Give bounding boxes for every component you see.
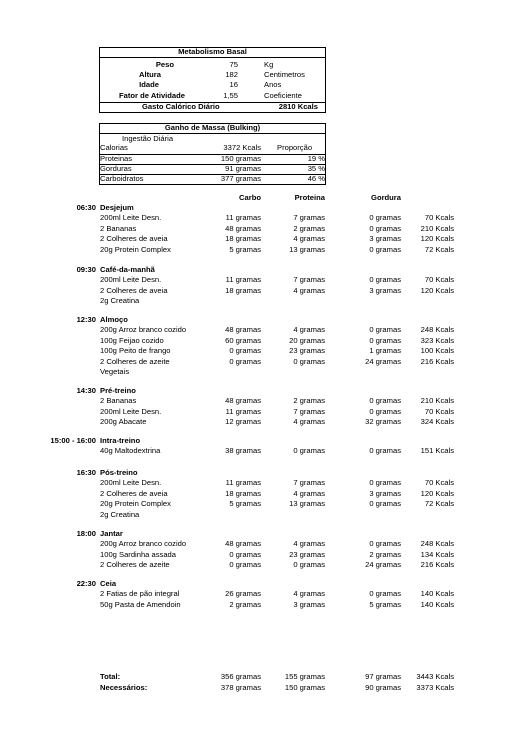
meal-name: Almoço — [100, 315, 128, 324]
meal-name: Ceia — [100, 579, 117, 588]
column-header-proteina: Proteina — [294, 193, 325, 202]
carbo-value: 5 gramas — [229, 244, 261, 254]
carbo-value: 26 gramas — [225, 589, 261, 599]
column-header-carbo: Carbo — [239, 193, 261, 202]
kcal-value: 70 Kcals — [424, 478, 454, 488]
fat-value: 0 gramas — [369, 335, 401, 345]
basal-total-value: 2810 Kcals — [278, 102, 318, 111]
kcal-value: 120 Kcals — [420, 234, 454, 244]
protein-value: 23 gramas — [289, 549, 325, 559]
basal-value: 182 — [225, 70, 238, 79]
ganho-value: 150 gramas — [220, 154, 261, 163]
food-item: 100g Sardinha assada — [100, 549, 176, 559]
food-item: 2g Creatina — [100, 296, 140, 306]
carbo-value: 0 gramas — [229, 346, 261, 356]
kcal-value: 120 Kcals — [420, 488, 454, 498]
meal-time: 18:00 — [76, 529, 96, 538]
ganho-label: Proteinas — [100, 154, 133, 163]
fat-value: 24 gramas — [365, 356, 401, 366]
meal-time: 15:00 - 16:00 — [50, 436, 96, 445]
food-item: 200ml Leite Desn. — [100, 406, 162, 416]
carbo-value: 11 gramas — [225, 406, 261, 416]
column-header-gordura: Gordura — [371, 193, 401, 202]
basal-unit: Kg — [264, 60, 274, 69]
fat-value: 3 gramas — [369, 234, 401, 244]
basal-label: Fator de Atividade — [119, 91, 185, 100]
food-item: 100g Peito de frango — [100, 346, 171, 356]
carbo-value: 60 gramas — [225, 335, 261, 345]
basal-unit: Coeficiente — [264, 91, 302, 100]
meal-name: Intra-treino — [100, 436, 141, 445]
totals-protein: 150 gramas — [284, 683, 325, 692]
fat-value: 0 gramas — [369, 396, 401, 406]
carbo-value: 48 gramas — [225, 325, 261, 335]
food-item: 2 Colheres de aveia — [100, 234, 168, 244]
basal-label: Altura — [139, 70, 161, 79]
fat-value: 0 gramas — [369, 478, 401, 488]
fat-value: 5 gramas — [369, 599, 401, 609]
kcal-value: 140 Kcals — [420, 599, 454, 609]
fat-value: 0 gramas — [369, 589, 401, 599]
protein-value: 4 gramas — [293, 417, 325, 427]
ganho-label: Carboidratos — [100, 174, 144, 183]
food-item: 2 Colheres de azeite — [100, 560, 170, 570]
basal-total-label: Gasto Calórico Diário — [142, 102, 220, 111]
fat-value: 1 gramas — [369, 346, 401, 356]
food-item: 2g Creatina — [100, 509, 140, 519]
basal-title-divider — [99, 57, 326, 58]
meal-name: Desjejum — [100, 203, 134, 212]
kcal-value: 324 Kcals — [420, 417, 454, 427]
food-item: Vegetais — [100, 367, 130, 376]
fat-value: 0 gramas — [369, 223, 401, 233]
meal-time: 16:30 — [76, 468, 96, 477]
protein-value: 2 gramas — [293, 223, 325, 233]
meal-time: 14:30 — [76, 386, 96, 395]
meal-time: 22:30 — [76, 579, 96, 588]
fat-value: 0 gramas — [369, 244, 401, 254]
carbo-value: 18 gramas — [225, 285, 261, 295]
fat-value: 3 gramas — [369, 285, 401, 295]
protein-value: 0 gramas — [293, 446, 325, 456]
kcal-value: 70 Kcals — [424, 213, 454, 223]
protein-value: 7 gramas — [293, 213, 325, 223]
meal-time: 12:30 — [76, 315, 96, 324]
protein-value: 13 gramas — [289, 499, 325, 509]
kcal-value: 100 Kcals — [420, 346, 454, 356]
totals-carbo: 378 gramas — [220, 683, 261, 692]
food-item: 200g Abacate — [100, 417, 147, 427]
carbo-value: 18 gramas — [225, 488, 261, 498]
fat-value: 32 gramas — [365, 417, 401, 427]
food-item: 200ml Leite Desn. — [100, 275, 162, 285]
basal-title: Metabolismo Basal — [178, 47, 247, 56]
protein-value: 4 gramas — [293, 285, 325, 295]
food-item: 200g Arroz branco cozido — [100, 325, 187, 335]
protein-value: 4 gramas — [293, 488, 325, 498]
protein-value: 4 gramas — [293, 325, 325, 335]
food-item: 2 Bananas — [100, 223, 137, 233]
carbo-value: 11 gramas — [225, 275, 261, 285]
basal-unit: Centimetros — [264, 70, 305, 79]
kcal-value: 70 Kcals — [424, 275, 454, 285]
ganho-pct: 19 % — [307, 154, 325, 163]
basal-label: Idade — [139, 80, 159, 89]
kcal-value: 248 Kcals — [420, 325, 454, 335]
food-item: 2 Colheres de aveia — [100, 285, 168, 295]
protein-value: 0 gramas — [293, 356, 325, 366]
food-item: 200g Arroz branco cozido — [100, 539, 187, 549]
totals-fat: 97 gramas — [365, 672, 401, 681]
totals-label: Total: — [100, 672, 121, 681]
protein-value: 0 gramas — [293, 560, 325, 570]
totals-kcal: 3443 Kcals — [416, 672, 454, 681]
basal-unit: Anos — [264, 80, 282, 89]
ganho-pct: 46 % — [307, 174, 325, 183]
protein-value: 7 gramas — [293, 478, 325, 488]
protein-value: 23 gramas — [289, 346, 325, 356]
ganho-label: Calorias — [100, 143, 128, 152]
protein-value: 4 gramas — [293, 539, 325, 549]
meal-time: 06:30 — [76, 203, 96, 212]
kcal-value: 70 Kcals — [424, 406, 454, 416]
basal-value: 1,55 — [223, 91, 238, 100]
protein-value: 20 gramas — [289, 335, 325, 345]
kcal-value: 216 Kcals — [420, 560, 454, 570]
protein-value: 4 gramas — [293, 589, 325, 599]
food-item: 20g Protein Complex — [100, 499, 171, 509]
kcal-value: 323 Kcals — [420, 335, 454, 345]
fat-value: 3 gramas — [369, 488, 401, 498]
food-item: 2 Bananas — [100, 396, 137, 406]
kcal-value: 210 Kcals — [420, 396, 454, 406]
carbo-value: 5 gramas — [229, 499, 261, 509]
ganho-label: Gorduras — [100, 164, 132, 173]
totals-label: Necessários: — [100, 683, 148, 692]
carbo-value: 18 gramas — [225, 234, 261, 244]
fat-value: 0 gramas — [369, 325, 401, 335]
food-item: 2 Fatias de pão integral — [100, 589, 180, 599]
basal-label: Peso — [155, 60, 174, 69]
totals-carbo: 356 gramas — [220, 672, 261, 681]
food-item: 100g Feijao cozido — [100, 335, 164, 345]
kcal-value: 72 Kcals — [424, 244, 454, 254]
ganho-pct: 35 % — [307, 164, 325, 173]
protein-value: 7 gramas — [293, 406, 325, 416]
ganho-value: 3372 Kcals — [223, 143, 261, 152]
totals-kcal: 3373 Kcals — [416, 683, 454, 692]
carbo-value: 0 gramas — [229, 549, 261, 559]
kcal-value: 134 Kcals — [420, 549, 454, 559]
fat-value: 0 gramas — [369, 539, 401, 549]
protein-value: 7 gramas — [293, 275, 325, 285]
food-item: 200ml Leite Desn. — [100, 478, 162, 488]
carbo-value: 11 gramas — [225, 213, 261, 223]
ganho-proportion-header: Proporção — [277, 143, 313, 152]
kcal-value: 72 Kcals — [424, 499, 454, 509]
food-item: 2 Colheres de azeite — [100, 356, 170, 366]
food-item: 200ml Leite Desn. — [100, 213, 162, 223]
carbo-value: 0 gramas — [229, 356, 261, 366]
carbo-value: 11 gramas — [225, 478, 261, 488]
meal-name: Jantar — [100, 529, 123, 538]
carbo-value: 0 gramas — [229, 560, 261, 570]
fat-value: 0 gramas — [369, 275, 401, 285]
carbo-value: 48 gramas — [225, 223, 261, 233]
food-item: 50g Pasta de Amendoin — [100, 599, 181, 609]
basal-value: 75 — [229, 60, 238, 69]
carbo-value: 2 gramas — [229, 599, 261, 609]
fat-value: 0 gramas — [369, 446, 401, 456]
food-item: 40g Maltodextrina — [100, 446, 161, 456]
meal-name: Pós-treino — [100, 468, 138, 477]
carbo-value: 12 gramas — [225, 417, 261, 427]
kcal-value: 120 Kcals — [420, 285, 454, 295]
ganho-title: Ganho de Massa (Bulking) — [164, 123, 261, 132]
fat-value: 2 gramas — [369, 549, 401, 559]
ganho-subtitle: Ingestão Diária — [122, 134, 174, 143]
meal-time: 09:30 — [76, 265, 96, 274]
protein-value: 2 gramas — [293, 396, 325, 406]
kcal-value: 248 Kcals — [420, 539, 454, 549]
meal-name: Pré-treino — [100, 386, 136, 395]
protein-value: 4 gramas — [293, 234, 325, 244]
food-item: 20g Protein Complex — [100, 244, 171, 254]
fat-value: 0 gramas — [369, 213, 401, 223]
fat-value: 0 gramas — [369, 499, 401, 509]
protein-value: 3 gramas — [293, 599, 325, 609]
carbo-value: 48 gramas — [225, 539, 261, 549]
kcal-value: 210 Kcals — [420, 223, 454, 233]
kcal-value: 216 Kcals — [420, 356, 454, 366]
food-item: 2 Colheres de aveia — [100, 488, 168, 498]
fat-value: 24 gramas — [365, 560, 401, 570]
totals-fat: 90 gramas — [365, 683, 401, 692]
ganho-value: 377 gramas — [220, 174, 261, 183]
basal-value: 16 — [229, 80, 238, 89]
carbo-value: 38 gramas — [225, 446, 261, 456]
fat-value: 0 gramas — [369, 406, 401, 416]
protein-value: 13 gramas — [289, 244, 325, 254]
kcal-value: 140 Kcals — [420, 589, 454, 599]
ganho-value: 91 gramas — [225, 164, 261, 173]
totals-protein: 155 gramas — [284, 672, 325, 681]
carbo-value: 48 gramas — [225, 396, 261, 406]
meal-name: Café-da-manhã — [100, 265, 155, 274]
kcal-value: 151 Kcals — [420, 446, 454, 456]
